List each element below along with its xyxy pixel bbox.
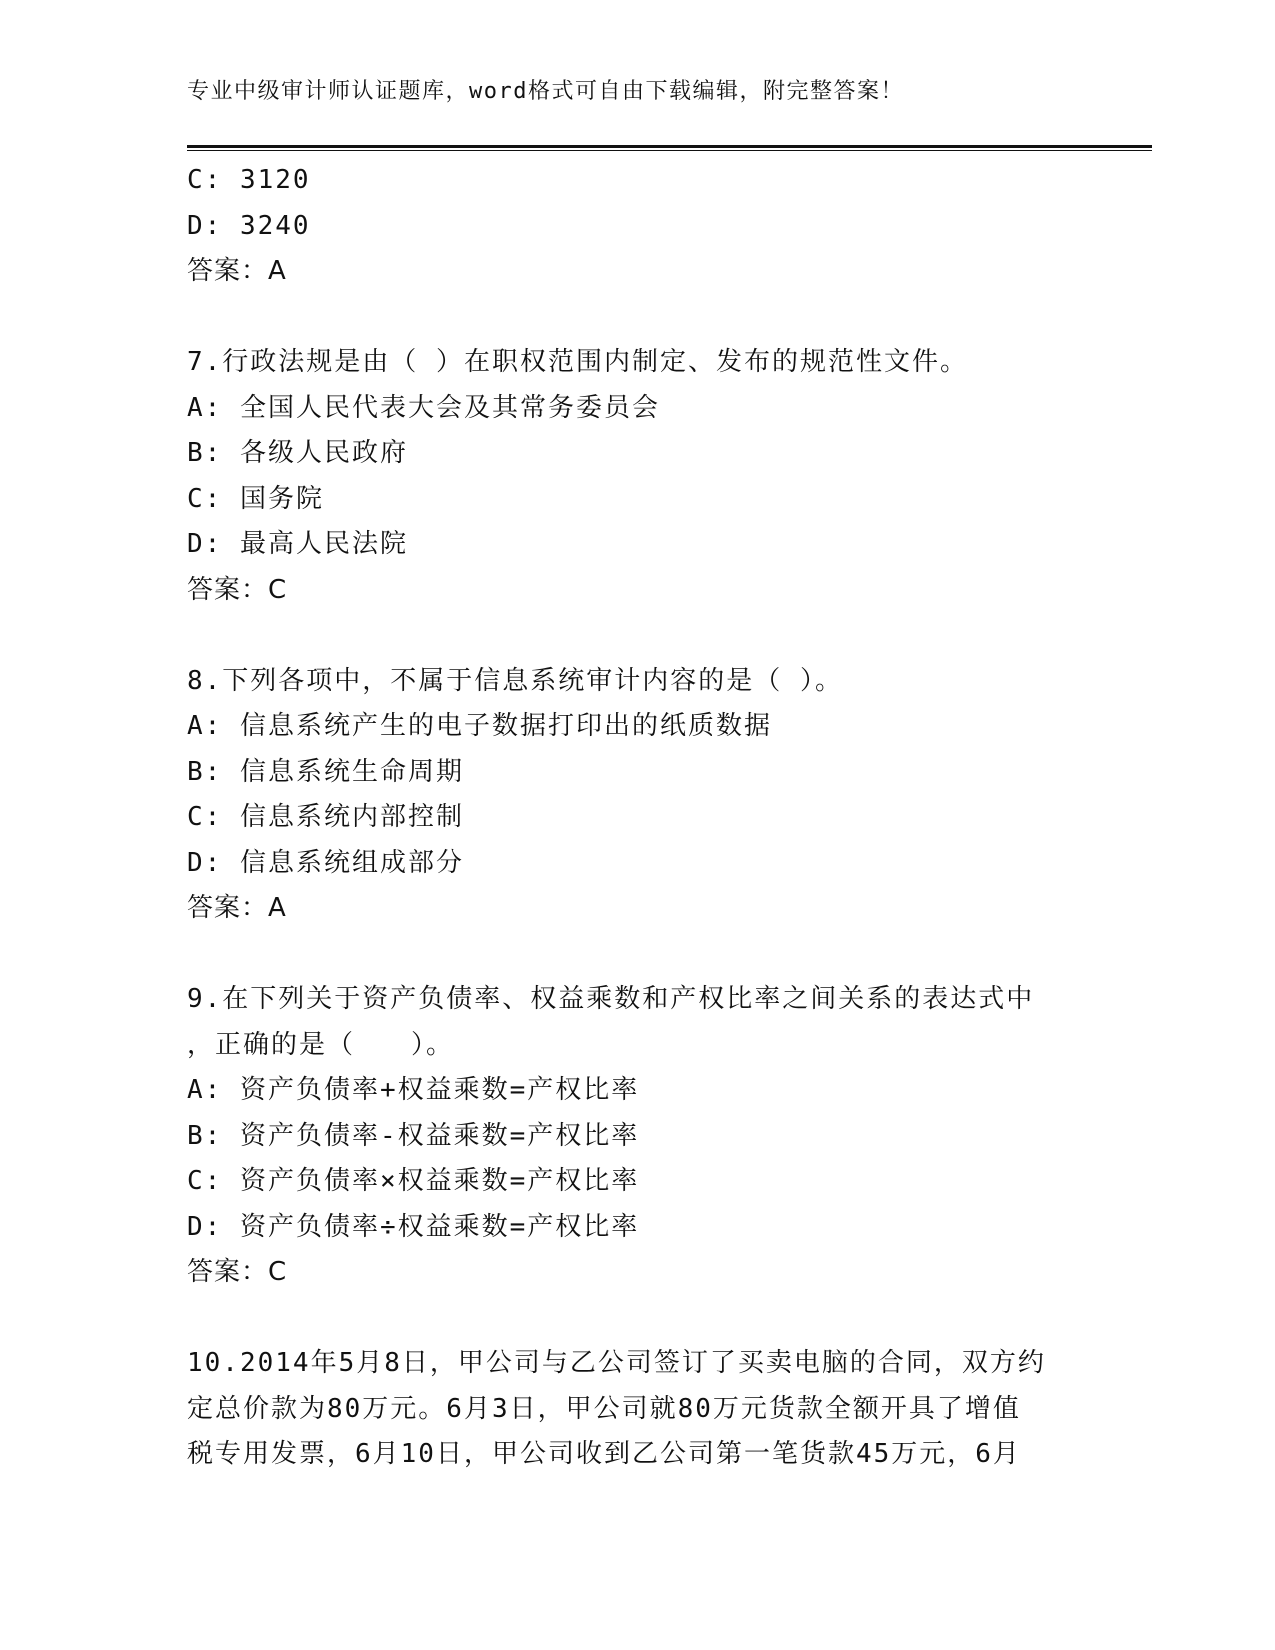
q9-option-a: A: 资产负债率+权益乘数=产权比率 <box>187 1075 640 1105</box>
q10-question-line2: 定总价款为80万元。6月3日，甲公司就80万元货款全额开具了增值 <box>187 1393 1021 1424</box>
q9-option-c: C: 资产负债率×权益乘数=产权比率 <box>187 1166 640 1196</box>
q7-answer: 答案：C <box>187 574 288 605</box>
q7-option-a: A: 全国人民代表大会及其常务委员会 <box>187 392 660 423</box>
q9-question-line2: ，正确的是（ ）。 <box>187 1029 455 1060</box>
q8-option-b: B: 信息系统生命周期 <box>187 756 464 787</box>
q10-question-line1: 10.2014年5月8日，甲公司与乙公司签订了买卖电脑的合同，双方约 <box>187 1348 1046 1378</box>
page-header: 专业中级审计师认证题库，word格式可自由下载编辑，附完整答案！ <box>187 79 904 104</box>
q9-answer: 答案：C <box>187 1257 288 1287</box>
q6-option-d: D: 3240 <box>187 210 311 241</box>
q9-question-line1: 9.在下列关于资产负债率、权益乘数和产权比率之间关系的表达式中 <box>187 984 1035 1014</box>
q10-question-line3: 税专用发票，6月10日，甲公司收到乙公司第一笔货款45万元，6月 <box>187 1439 1021 1469</box>
spacer <box>187 1296 1087 1342</box>
spacer <box>187 932 1087 978</box>
q8-answer: 答案：A <box>187 893 287 923</box>
spacer <box>187 613 1087 659</box>
q7-option-c: C: 国务院 <box>187 483 324 514</box>
header-rule-thin <box>187 150 1152 151</box>
q9-option-b: B: 资产负债率-权益乘数=产权比率 <box>187 1120 640 1151</box>
q8-option-c: C: 信息系统内部控制 <box>187 802 464 832</box>
q8-question: 8.下列各项中，不属于信息系统审计内容的是（ ）。 <box>187 665 843 696</box>
q8-option-a: A: 信息系统产生的电子数据打印出的纸质数据 <box>187 711 772 741</box>
spacer <box>187 295 1087 341</box>
q7-option-b: B: 各级人民政府 <box>187 438 408 468</box>
header-rule-thick <box>187 145 1152 148</box>
q6-option-c: C: 3120 <box>187 165 311 195</box>
q6-answer: 答案：A <box>187 256 287 286</box>
q7-question: 7.行政法规是由（ ）在职权范围内制定、发布的规范性文件。 <box>187 347 968 377</box>
question-content <box>187 158 1087 1478</box>
q8-option-d: D: 信息系统组成部分 <box>187 847 464 878</box>
q7-option-d: D: 最高人民法院 <box>187 529 408 559</box>
q9-option-d: D: 资产负债率÷权益乘数=产权比率 <box>187 1211 640 1242</box>
